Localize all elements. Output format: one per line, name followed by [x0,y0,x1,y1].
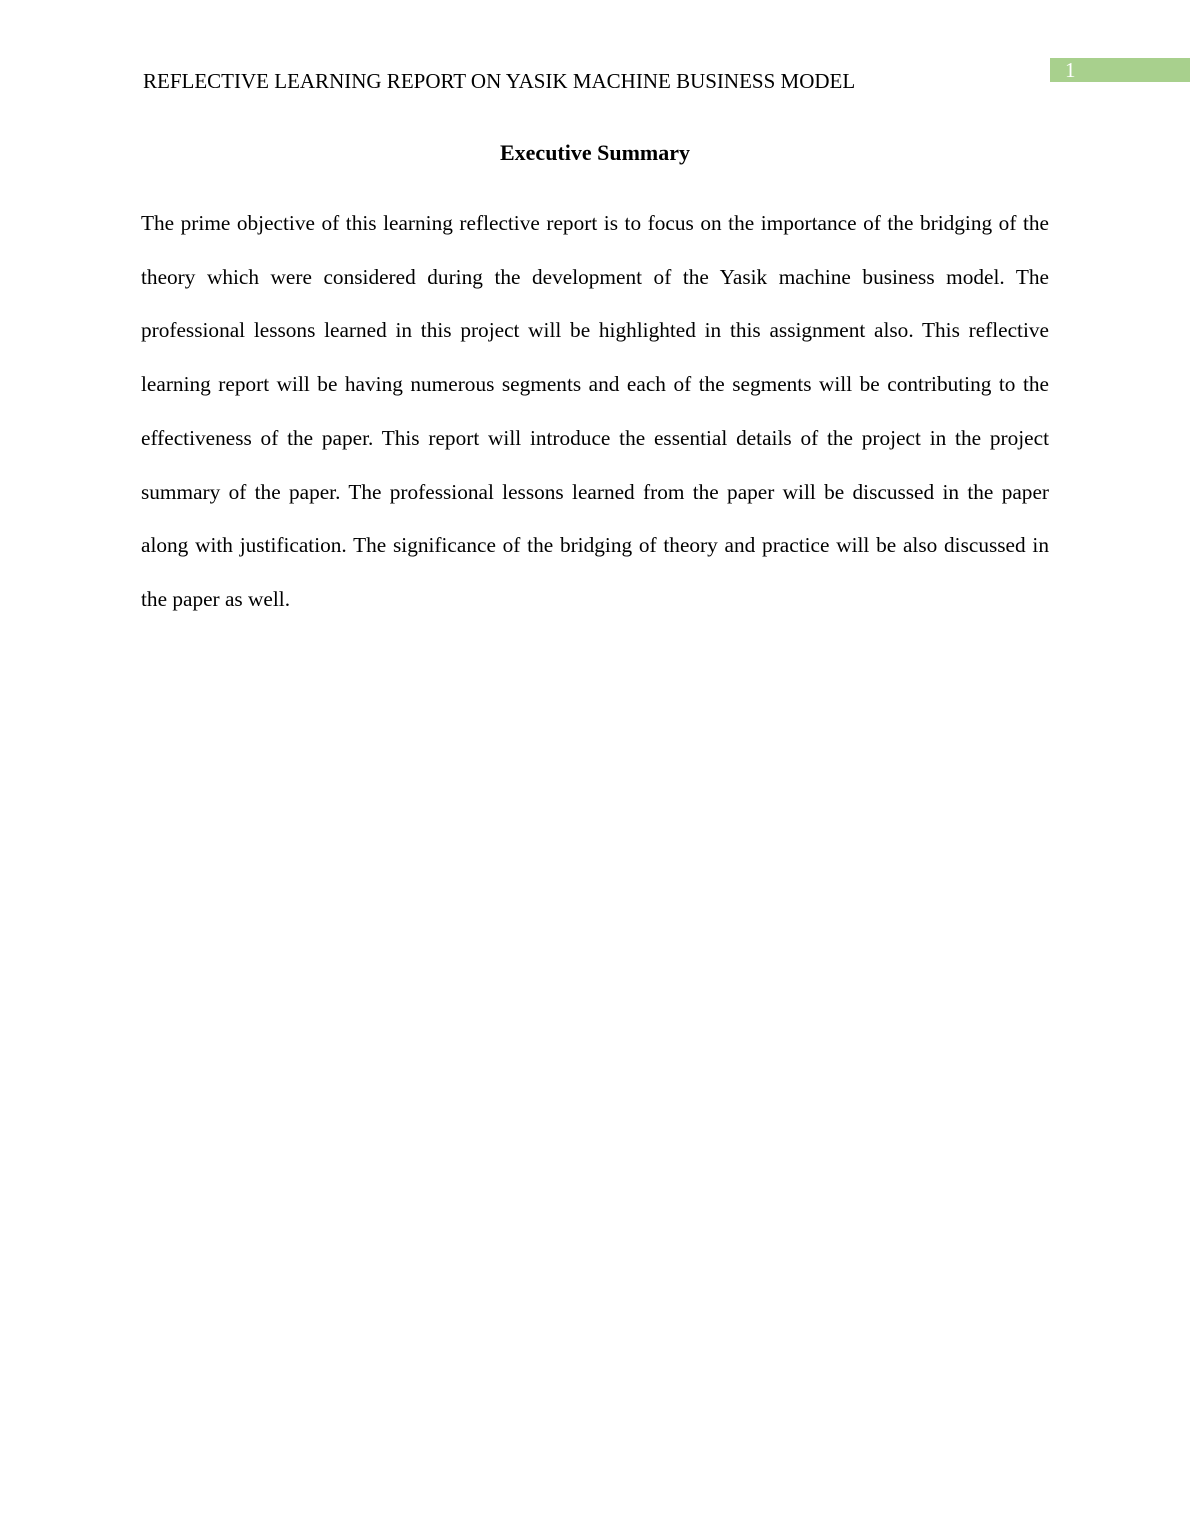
page-number: 1 [1065,58,1076,82]
running-head: REFLECTIVE LEARNING REPORT ON YASIK MACHINE BUSINESS MODEL [143,69,856,93]
body-paragraph: The prime objective of this learning reflective report is to focus on the importance of the bridging of the theory which were considered during the development of the Yasik machine business model. The professional lessons learned in this project will be highlighted in this assignment also. This reflective learning report will be having numerous segments and each of the segments will be contributing to the effectiveness of the paper. This report will introduce the essential details of the project in the project summary of the paper. The professional lessons learned from the paper will be discussed in the paper along with justification. The significance of the bridging of theory and practice will be also discussed in the paper as well. [141,211,1049,611]
section-title: Executive Summary [499,140,691,165]
page-number-badge [1050,58,1190,82]
